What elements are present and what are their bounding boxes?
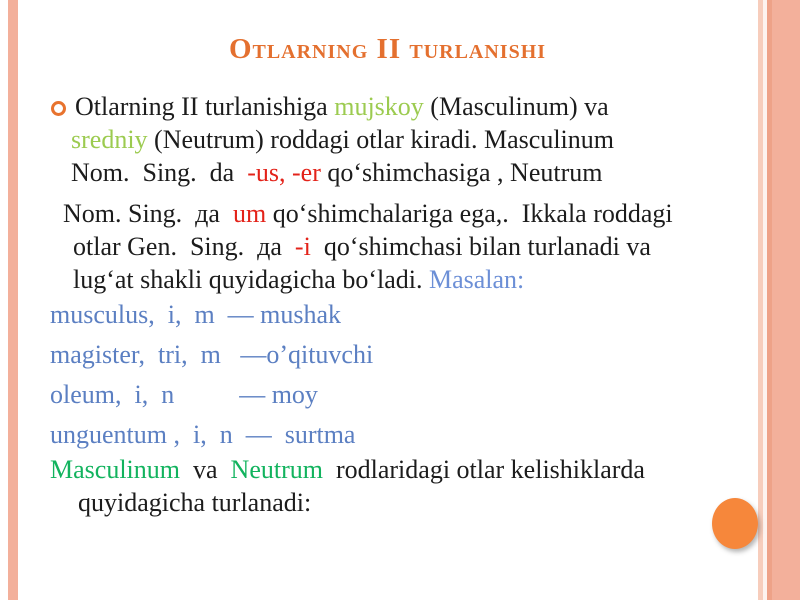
text-segment: sredniy bbox=[71, 125, 148, 154]
vocab-line: magister, tri, m —o’qituvchi bbox=[50, 340, 374, 369]
text-segment: Masalan: bbox=[428, 265, 525, 294]
text-segment: Nom. Sing. da bbox=[71, 158, 248, 187]
text-segment: (Masculinum) va bbox=[423, 92, 609, 121]
left-border-bar bbox=[8, 0, 18, 600]
text-segment: lug‘at shakli quyidagicha bo‘ladi. bbox=[73, 265, 429, 294]
decorative-circle bbox=[712, 498, 758, 549]
text-segment: qo‘shimchasiga , Neutrum bbox=[320, 158, 603, 187]
vocab-line: oleum, i, n — moy bbox=[50, 380, 318, 409]
text-segment: rodlaridagi otlar kelishiklarda bbox=[322, 455, 645, 484]
text-segment: Otlarning II turlanishiga bbox=[75, 92, 335, 121]
text-segment: qo‘shimchasi bilan turlanadi va bbox=[310, 232, 651, 261]
text-segment: -i bbox=[294, 232, 311, 261]
text-segment: -us, -er bbox=[247, 158, 321, 187]
text-segment: Nom. Sing. да bbox=[63, 199, 233, 228]
text-segment: va bbox=[180, 455, 231, 484]
bullet-paragraph bbox=[48, 90, 760, 189]
text-segment: Masculinum bbox=[50, 455, 180, 484]
vocab-line: musculus, i, m — mushak bbox=[50, 300, 342, 329]
slide-title: Otlarning II turlanishi bbox=[228, 33, 547, 65]
text-segment: um bbox=[232, 199, 267, 228]
vocab-line: unguentum , i, n — surtma bbox=[50, 420, 356, 449]
slide-body bbox=[48, 90, 760, 519]
text-segment: Neutrum bbox=[230, 455, 323, 484]
text-segment: qo‘shimchalariga ega,. Ikkala roddagi bbox=[266, 199, 673, 228]
body-paragraph bbox=[48, 197, 760, 296]
closing-paragraph bbox=[48, 453, 760, 519]
right-border-stripes bbox=[757, 0, 800, 600]
text-segment: quyidagicha turlanadi: bbox=[78, 488, 312, 517]
bullet-ring-icon bbox=[51, 101, 66, 116]
text-segment: (Neutrum) roddagi otlar kiradi. Masculinum bbox=[147, 125, 614, 154]
text-segment: mujskoy bbox=[334, 92, 424, 121]
text-segment: otlar Gen. Sing. да bbox=[73, 232, 295, 261]
